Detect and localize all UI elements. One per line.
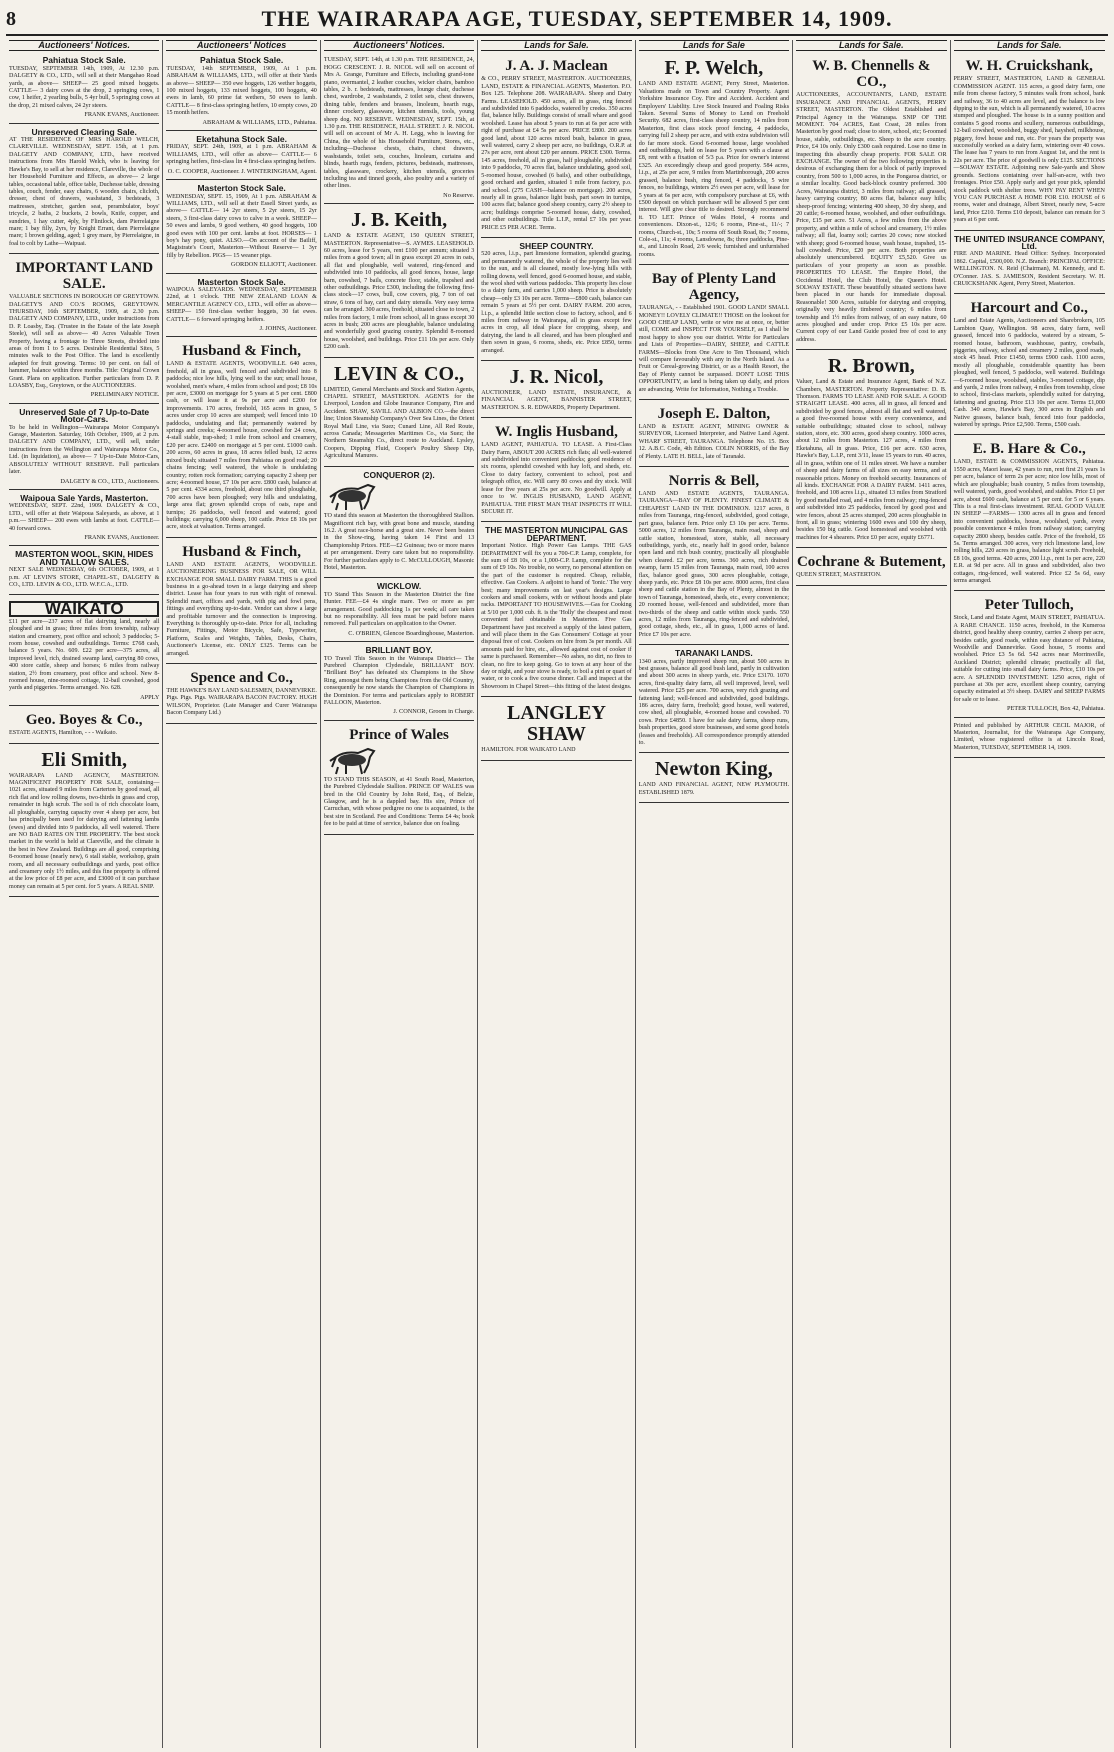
advertisement xyxy=(481,420,631,522)
advertisement xyxy=(324,206,474,358)
column-header: Lands for Sale. xyxy=(796,40,946,51)
advertisement xyxy=(954,54,1105,230)
advertisement xyxy=(639,755,789,803)
advertisement xyxy=(954,437,1105,591)
ad-signature: No Reserve. xyxy=(443,191,475,199)
ad-title: Eketahuna Stock Sale. xyxy=(196,134,287,145)
ad-signature: C. O'BRIEN, Glencoe Boardinghouse, Masterton. xyxy=(348,629,475,637)
column-6 xyxy=(793,40,950,1748)
ad-title: THE MASTERTON MUNICIPAL GAS DEPARTMENT. xyxy=(485,525,628,543)
ad-body: PERRY STREET, MASTERTON, LAND & GENERAL COMMISSION AGENT. 115 acres, a good dairy farm, one mile from cheese factory, 5 minutes walk from school, bank and railway, 36 to 40 acres are level, and the balance is low dipping to the sun, which is all permanently watered, 10 acres stumped and ploughed. The house is in a sunny position and contains 5 good rooms and scullery, numerous outbuildings, 12-bail cowshed, woolshed, buggy shed, hayshed, milkhouse, piggery, fowl house and run, etc. For years the property was successfully worked as a dairy farm, wintering over 40 cows. The lease has 7 years to run from August 1st, and the rent is 22s per acre. The price of goodwill is only £125. SECTIONS—SOLWAY ESTATE. Adjoining new Sale-yards and Show grounds. Sections containing over half-an-acre, with two frontages. Price £50. Apply early and get your pick, splendid stock paddock with shelter trees. WHY PAY RENT WHEN YOU CAN PURCHASE A HOME FOR £10. HOUSE of 6 rooms, water and drainage, Albert Street, nearly new, 5-acre land, Price £210. Terms £10 deposit, balance can remain for 3 years at 6 per cent. xyxy=(953,76,1105,224)
ad-headline: Husband & Finch, xyxy=(182,543,302,560)
ad-body: LAND AND ESTATE AGENT, Perry Street, Masterton. Valuations made on Town and Country Property. Agent Yorkshire Insurance Coy. Fire and Accident. Accident and Employers' Liability. Live Stock Insured and Foaling Risks Taken. Several Sums of Money to Lend on Freehold Security. 682 acres, first-class sheep country, 14 miles from Masterton, first class stock proof fencing, 4 paddocks, carrying full 2 sheep per acre, and with extra subdivision will do far more stock. Good 6-roomed house, large woolshed and outbuildings, held on lease for 5 years with a clause at £8, rent with a fixation of 5/3 p.a. Price for owner's interest £325. An exceedingly cheap and good property. 584 acres, l.i.p., at 25s per acre, 9 miles from Martinborough, 200 acres grassed, balance bush, ring fenced, 4 paddocks, 5 wire fences, no buildings, winters 2½ ewes per acre, will lease for 5 years at 6s per acre, with compulsory purchase at £6, with £500 deposit on which purchaser will be allowed 5 per cent interest. Will give clear title to desired. Strongly recommend it. TO LET. Prince of Wales Hotel, 4 rooms and conveniences. Dixon-st., 12/6; 6 rooms, Pine-st., 11/-; 7 rooms, Church-st., 10s; 5 rooms off South Road, 8s; 7 rooms, Cole-st., 11s; 4 rooms, Lansdowne, 8s; three paddocks, Pine-st., and Lincoln Road, 2/6 week; furnished and unfurnished rooms. xyxy=(638,81,790,258)
ad-headline: F. P. Welch, xyxy=(664,57,764,80)
ad-body: LAND, ESTATE & COMMISSION AGENTS, Pahiatua. 1550 acres, Maori lease, 42 years to run, rent first 21 years 1s per acre, balance of term 2s per acre; nice low hills, most of which are ploughable; bush country, 5 miles from township, well watered, yards, good woolshed, and stables. Price £1 per acre, about £600 cash, balance at 5 per cent. for 5 or 6 years. This is a real first-class investment. REAL GOOD VALUE IN SHEEP —FARMS— 1300 acres all in grass and fenced into convenient paddocks, house, woolshed, yards, every possible convenience 4 miles from railway station; carrying capacity 2800 sheep, besides cattle. Price of the freehold, £6 5s. Terms arranged. 300 acres, very rich limestone land, low rolling hills, 220 acres in grass, balance light scrub. Freehold, £8 10s, good terms. 420 acres, 200 l.i.p., rent 1s per acre, 220 E.R. at 9d per acre. All in grass and subdivided, also two cottages, ring-fenced, well watered. Price £2 5s 6d, easy terms arranged. xyxy=(953,459,1105,584)
column-header: Auctioneers' Notices. xyxy=(9,40,159,51)
ad-body: LAND & ESTATE AGENT, MINING OWNER & SURVEYOR, Licensed Interpreter, and Native Land Agent. WHARF STREET, TAURANGA. Telephone No. 15. Box 12. A.B.C. Code, 4th Edition. COLIN NORRIS, of the Bay of Plenty. LATE H. BELL, late of Taranaki. xyxy=(638,424,790,460)
ad-body: LIMITED, General Merchants and Stock and Station Agents, CHAPEL STREET, MASTERTON. AGENTS for the Liverpool, London and Globe Insurance Company, Fire and Accident. SHAW, SAVILL AND ALBION CO.—the direct line; Union Steamship Company's Over Sea Lines, the Orient Royal Mail Line, via Suez; Cunard Line, All Red Route, across Canada; Messageries Maritimes Co., via Suez; the Northern Steamship Co., direct route to Auckland. Lysley, Coopers, Dipping Fluid, Cooper's Poultry Sheep Dip, Agricultural Manures. xyxy=(323,386,475,460)
advertisement xyxy=(639,647,789,753)
ad-body: WAIPOUA SALEYARDS. WEDNESDAY, SEPTEMBER 22nd, at 1 o'clock. THE NEW ZEALAND LOAN & MERCANTILE AGENCY CO., LTD., will offer as above— SHEEP— 150 first-class wether hoggets, 30 fat ewes. CATTLE— 6 forward springing heifers. xyxy=(166,286,317,323)
advertisement xyxy=(166,182,316,273)
column-header: Auctioneers' Notices. xyxy=(324,40,474,51)
advertisement xyxy=(639,54,789,265)
advertisement xyxy=(9,126,159,255)
column-7 xyxy=(951,40,1108,1748)
advertisement xyxy=(324,644,474,721)
columns-container xyxy=(6,40,1108,1748)
page-number: 8 xyxy=(6,7,16,30)
ad-body: Stock, Land and Estate Agent, MAIN STREET, PAHIATUA. A RARE CHANCE. 1150 acres, freehold, in the Kumeroa district, good healthy sheep country, carries 2 sheep per acre, besides cattle, good roads, within easy distance of Pahiatua, Woodville and Dannevirke. Good house, 5 rooms and woolshed. Price £3 5s 6d. 542 acres near Morrinsville, Auckland District; splendid climate; practically all flat, suitable for cutting into small dairy farms. Price, £10 10s per acre. A SPLENDID INVESTMENT. 1250 acres, right of purchase at 30s per acre, excellent sheep country, carrying capacity estimated at 3½ sheep. DAIRY and SHEEP FARMS for sale or to lease. xyxy=(953,615,1105,703)
ad-headline: W. H. Cruickshank, xyxy=(965,58,1093,75)
ad-body: NEXT SALE WEDNESDAY, 6th OCTOBER, 1909, at 1 p.m. AT LEVIN'S STORE, CHAPEL-ST., DALGETY & CO., LTD. LEVIN & CO., LTD. W.F.C.A., LTD. xyxy=(9,567,160,588)
ad-headline: Newton King, xyxy=(655,758,773,781)
advertisement xyxy=(166,276,316,338)
advertisement xyxy=(9,406,159,490)
ad-headline: W. Inglis Husband, xyxy=(495,424,618,441)
ad-headline: J. R. Nicol, xyxy=(509,366,604,389)
column-5 xyxy=(636,40,793,1748)
column-3 xyxy=(321,40,478,1748)
ad-signature: PETER TULLOCH, Box 42, Pahiatua. xyxy=(1006,705,1105,713)
ad-body: FRIDAY, SEPT. 24th, 1909, at 1 p.m. ABRAHAM & WILLIAMS, LTD., will offer as above— CATTLE— 6 springing heifers, first-class lin 4 first-class springing heifers. xyxy=(166,144,317,166)
ad-body: To be held in Wellington—Wairarapa Motor Company's Garage, Masterton. Saturday, 16th October, 1909, at 2 p.m. DALGETY AND COMPANY, LTD., will sell, under instructions from the Wellington and Wairarapa Motor Co., Ltd. (in liquidation), as above— 7 Up-to-Date Motor-Cars, ABSOLUTELY WITHOUT RESERVE. Full particulars later. xyxy=(9,424,160,476)
ad-headline: Geo. Boyes & Co., xyxy=(25,712,143,729)
ad-headline: Norris & Bell, xyxy=(668,473,760,490)
ad-title: TARANAKI LANDS. xyxy=(675,648,753,659)
ad-body: QUEEN STREET, MASTERTON. xyxy=(796,572,882,579)
ad-title: WICKLOW. xyxy=(376,581,422,592)
advertisement xyxy=(166,540,316,664)
ad-body: TAURANGA, - - Established 1901. GOOD LAND! SMALL MONEY!! LOVELY CLIMATE!! THOSE on the lookout for GOOD CHEAP LAND, write or wire me at once, or, better still, COME and INSPECT FOR YOURSELF, as I shall be most happy to show you our district. Write for Particulars and Lists of Properties—DAIRY, SHEEP, and CATTLE FARMS—Blocks from One Acre to Ten Thousand, which will compare favourably with any in the North Island. As a Fruit or Cereal-growing District, or as a Health Resort, the Bay of Plenty cannot be surpassed. DON'T LOSE THIS OPPORTUNITY, as land is being taken up daily, and prices are advancing. Write for Information, Nothing a Trouble. xyxy=(638,305,790,393)
ad-body: £11 per acre—237 acres of flat dairying land, nearly all ploughed and in grass; three miles from township, railway station and creamery, post office and school; 3 paddocks; 5-room house, cowshed and outbuildings. Terms: £768 cash, balance 5 years. No. 609. £22 per acre—375 acres, all improved level, rich, drained swamp land, carrying 80 cows, 400 store cattle, sheep and horses; 6 miles from railway station, 2½ from creamery, post office and school. New 8-roomed house, nine-roomed cottage, 12-bail cowshed, good yards and piggeries. Terms arranged. No. 628. xyxy=(9,618,160,692)
ad-signature: FRANK EVANS, Auctioneer. xyxy=(84,533,160,541)
advertisement xyxy=(324,723,474,835)
ad-title: Masterton Stock Sale. xyxy=(197,183,286,194)
advertisement xyxy=(639,267,789,400)
ad-body: TUESDAY, 14th SEPTEMBER, 1909, At 1 p.m. ABRAHAM & WILLIAMS, LTD., will offer at their Yards as above— SHEEP— 350 ewe hoggets, 126 wether hoggets, 100 mixed hoggets, 133 mixed hoggets, 100 hoggets, 40 ewes in lamb, 60 prime fat wethers, 50 ewes to lamb. CATTLE— 8 first-class springing heifers, 10 empty cows, 20 15 month heifers. xyxy=(166,65,317,117)
ad-headline: R. Brown, xyxy=(827,355,915,378)
ad-body: Valuer, Land & Estate and Insurance Agent, Bank of N.Z. Chambers, MASTERTON. Property Representative: D. B. Thomson. FARMS TO LEASE AND FOR SALE. A GOOD STRAIGHT LEASE. 400 acres, all in grass, all fenced and subdivided by good fences, almost all flat and well watered, a good five-roomed house with every convenience, and suitable outbuildings; situated close to school, railway station, store, etc. 300 acres, good sheep country. 1000 acres, about 12 miles from Masterton. 127 acres, 4 miles from Eketahuna, all in grass. Price, £16 per acre. 630 acres, Hawke's Bay, L.I.P., rent 3/11, lease 15 years to run. 40 acres, all in grass, within one of 11 miles street. We have a number of sheep and dairy farms of all sizes on easy terms, and at reasonable prices. Money on freehold security. Insurances of all kinds. EXCHANGE FOR A DAIRY FARM. 1411 acres, freehold, and 108 acres l.i.p., situated 13 miles from Stratford by good metalled road, and 4 miles from railway; ring-fenced and subdivided into 25 paddocks, fenced by good post and wire fences, about 25 acres stumped, 200 acres ploughable in front, all in grass; wintering 1600 ewes and 100 dry sheep, besides 150 big cattle. Good homestead and woolshed with machines for 4 shearers. Price £0 per acre, equity £6771. xyxy=(796,379,947,541)
ad-body: LAND & ESTATE AGENTS, WOODVILLE. 640 acres, freehold, all in grass, well fenced and subdivided into 8 paddocks; nice low hills, lying well to the sun; small house, woolshed, men's whare, 4 miles from school and post; £8 10s per acre, £3000 on mortgage for 5 years at 5 per cent. £800 cash, or will lease it at 9s per acre and £200 for improvements. 170 acres, freehold, 165 acres in grass, 5 acres under crop 10 acres are stumped; well fenced into 10 paddocks, undulating and flat; permanently watered by springs and creeks; 4-roomed house, cowshed for 24 cows, 4-stall stable, trap-shed; 1 mile from school and creamery, £20 per acre. £2400 on mortgage at 5 per cent. £1000 cash. 200 acres, 60 acres in grass, 18 acres felled bush, 12 acres mixed bush; situated 7 miles from Pahiatua on good road; 20 chains fencing; well watered, the whole is undulating country; rotten rock formation; carrying capacity 2 sheep per acre; 4-roomed house, £7 10s per acre. £800 cash, balance at 5 per cent. 4334 acres, freehold, about one third ploughable, 700 acres have been ploughed; very hills and undulating, large area flat; grown splendid crops of oats, rape and turnips; 26 paddocks, well fenced and watered; good buildings; carrying 6,000 sheep, 100 cattle. Price £8 10s per acre, stock at valuation. Terms arranged. xyxy=(166,361,317,531)
ad-body: TO Travel This Season in the Wairarapa District— The Purebred Champion Clydesdale, BRILLIANT BOY. "Brilliant Boy" has defeated six Champions in the Show Ring, amongst them being Champions from the Old Country, consequently he now stands the Champion of Champions in the Dominion. For terms and particulars apply to ROBERT FALLOON, Masterton. xyxy=(323,655,475,707)
ad-body: LAND AND ESTATE AGENTS, WOODVILLE. AUCTIONEERING BUSINESS FOR SALE, OR WILL EXCHANGE FOR SMALL DAIRY FARM. THIS is a good business in a go-ahead town in a large dairying and sheep district. Lease has four years to run with right of renewal. Splendid mart, offices and yards, with pig and fowl pens, fittings and everything up-to-date. Vendor can show a large and profitable turnover and the connection is improving. Everything is thoroughly up-to-date. Price for all, including Furniture, Fittings, Motor Bicycle, Safe, Typewriter, Platform, Scales and Weights, Tables, Desks, Chairs, Auctioneer's License, etc. ONLY £325. Terms can be arranged. xyxy=(166,561,317,657)
ad-body: AUCTIONEERS, ACCOUNTANTS, LAND, ESTATE INSURANCE AND FINANCIAL AGENTS, PERRY STREET, MASTERTON. The Oldest Established and Principal Agency in the Wairarapa. SNIP OF THE MOMENT. 704 ACRES, East Coast, 28 miles from Masterton by good road; close to store, school, etc; 6-roomed house, stable, outbuildings, etc. Sheep to the acre country. Price, £4 10s only. Only £300 cash required. Lose no time in inspecting this absurdly cheap property. FOR SALE OR EXCHANGE. The owner of the two following properties is desirous of exchanging them for a block of partly improved country, from 500 to 1,000 acres, in the Pongaroa district, or a similar locality. Good back-block country preferred. 300 Acres, Wairarapa district, 3 miles from railway; all grassed, heavy carrying country; 80 acres flat, balance easy hills; sheep-proof fencing; wintering 400 sheep, 30 dry sheep, and 20 cattle; 6-roomed house, woolshed, and other outbuildings. Price, £15 per acre. 51 Acres, a few miles from the above property, and within a mile of school and creamery, 1½ miles railway; all flat, loamy soil; carries 20 cows; now stocked with sheep; good 6-roomed house, wash house, trapshed, 15-ball cowshed. Price, £20 per acre. Both properties are absolutely unencumbered. EQUITY £5,520. Give us particulars of your property as soon as possible. PROPERTIES TO LEASE. The Empire Hotel, the Occidental Hotel, the Club Hotel, the Queen's Hotel. SOLWAY ESTATE. These beautifully situated sections have been placed in our hands for immediate disposal. Reasonable! 300 Acres, suitable for dairying and cropping, originally very heavily timbered country; 6 miles from township and 1½ miles from railway, of an easy nature, 60 acres ploughed and under crop. Price £5 10s per acre. Current copy of our Land Guide posted free of cost to any address. xyxy=(796,92,947,343)
ad-headline: Eli Smith, xyxy=(41,748,127,771)
advertisement xyxy=(481,54,631,238)
ad-headline: J. A. J. Maclean xyxy=(505,58,608,75)
ad-body: WEDNESDAY, SEPT. 15, 1909, At 1 p.m. ABRAHAM & WILLIAMS, LTD., will sell at their Essell Street yards, as above— CATTLE— 14 2yr steers, 5 2yr steers, 15 2yr steers, 3 first-class dairy cows to calve in a week. SHEEP— 50 ewes and lambs, 9 good wethers, 40 good hoggets, 100 good ewes with 100 per cent. lambs at foot. HORSES— 1 boy's hay pony, quiet. ALSO.—On account of the Bailiff, Magistrate's Court, Masterton—Without Reserve— 1 3yr filly by Rebellion. PIGS— 15 weaner pigs. xyxy=(166,193,317,259)
ad-signature: O. C. COOPER, Auctioneer. J. WINTERINGHAM, Agent. xyxy=(167,167,317,175)
column-header: Lands for Sale xyxy=(639,40,789,51)
ad-headline: Harcourt and Co., xyxy=(970,300,1088,317)
ad-body: LAND AGENT, PAHIATUA. TO LEASE. A First-Class Dairy Farm, ABOUT 200 ACRES rich flats; all well-watered and subdivided into convenient paddocks; good residence of six rooms, splendid cowshed with hay loft, and sheds, etc. Close to dairy factory, convenient to school, post and telegraph office, etc. Will carry 80 cows and dry stock. Will lease for five years at 25s per acre. No goodwill. Apply at once to W. INGLIS HUSBAND, LAND AGENT, PAHIATUA. THE FIRST MAN THAT INSPECTS IT WILL SECURE IT. xyxy=(481,442,632,515)
advertisement xyxy=(954,296,1105,435)
horse-illustration xyxy=(324,481,474,511)
column-1 xyxy=(6,40,163,1748)
newspaper-page xyxy=(6,4,1108,1748)
ad-body: TO stand this season at Masterton the thoroughbred Stallion. Magnificent rich bay, with great bone and muscle, standing 16.2. A great race-horse and a great sire. Never been beaten in the Show-ring, having taken 14 First and 13 Championship Prizes. FEE—£2 Guineas; two or more mares at per arrangement. Every care taken but no responsibility. For further particulars apply to C. McCULLOUGH, Masonic Hotel, Masterton. xyxy=(323,513,475,571)
ad-title: Unreserved Sale of 7 Up-to-Date Motor-Cars. xyxy=(19,406,150,425)
ad-body: 1340 acres, partly improved sheep run, about 500 acres in best grasses, balance all good bush land, partly in cultivation and about 300 acres in sheep yards, etc. Price £3170. 1070 acres, first-quality dairy farm, all well improved, level, well watered. Price £25 per acre. 700 acres, very rich grazing and fattening land; well-fenced and subdivided, good buildings. 186 acres, dairy farm, freehold; good house, well watered, cow shed, all ploughable, 4-roomed house and cowshed. 70 cows. Price £4850. I have for sale dairy farms, sheep runs, bush properties, good store businesses, and some good hotels (leases and freeholds). All correspondence promptly attended to. xyxy=(638,658,790,747)
ad-signature: J. CONNOR, Groom in Charge. xyxy=(393,708,475,716)
ad-body: TO Stand This Season in the Masterton District the fine Hunter. FEE—£4 4s single mare. Two or more as per arrangement. Good paddocking 1s per week; all care taken but no responsibility. All fees must be paid before mares removed. Full particulars on application to the Owner. xyxy=(323,591,475,628)
advertisement xyxy=(9,492,159,546)
ad-body: FIRE AND MARINE. Head Office: Sydney. Incorporated 1862. Capital, £500,000. N.Z. Branch: PRINCIPAL OFFICE: WELLINGTON. N. Reid (Chairman), M. Kennedy, and E. O'Conner. JAS. S. JAMIESON, Resident Secretary. W. H. CRUICKSHANK Agent, Perry Street, Masterton. xyxy=(953,251,1105,287)
advertisement xyxy=(9,746,159,898)
ad-signature: FRANK EVANS, Auctioneer. xyxy=(84,111,160,119)
advertisement xyxy=(954,233,1105,295)
advertisement xyxy=(166,666,316,724)
ad-body: 520 acres, l.i.p., part limestone formation, splendid grazing, and permanently watered, the whole of the property lies well to the sun, and is all cleaned, mostly low-lying hills with rolling downs, well fenced, good 6-roomed house, and stable, the wool shed with various paddocks. This property lies close to a dairy farm, and carries 1,000 sheep. Price is absolutely cheap—only £3 10s per acre. Terms—£800 cash, balance can remain 5 years at 5½ per cent. DAIRY FARM. 200 acres, l.i.p., a splendid little section close to factory, school, and 6 miles from railway in Wairarapa, all in grass except few acres in crop, all ideal place for cropping, sheep, and dairying, the land is all cleared, and has been ploughed and then sown in grass, 6 rooms, sheds, etc. Price £850, terms arranged. xyxy=(481,251,632,354)
ad-body: LAND & ESTATE AGENT, 150 QUEEN STREET, MASTERTON. Representative—S. AYMES. LEASEHOLD. 60 acres, lease for 5 years, rent £100 per annum; situated 3 miles from a good town; all in grass except 20 acres in oats, all flat and ploughable, well watered, ring-fenced and subdivided into 10 paddocks, all good fences, house, large barn, cowshed, 7 bails, concrete floor, stable, trapshed and other outbuildings. Price £300, including the following first-class stock—17 cows, bull, cow covers, pig, 7 ton of oat straw, 6 tons of hay, cart and dairy utensils. Very easy terms can be arranged. 300 acres, freehold, situated close to town, 2 miles from factory, 1 mile from school, all in grass except 30 acres in bush; 200 acres are ploughable, balance undulating and wonderfully good grazing country. Splendid 8-roomed house, woolshed, and buildings. Price £11 10s per acre. Only £200 cash. xyxy=(323,233,475,351)
ad-headline: Cochrane & Butement, xyxy=(796,554,946,571)
ad-body: TUESDAY, SEPTEMBER 14th, 1909, At 12.30 p.m. DALGETY & CO., LTD., will sell at their Mangahao Road yards, as above— SHEEP— 25 good mixed hoggets. CATTLE— 3 dairy cows at the drop, 2 springing cows, 1 cow, 1 heifer, 2 yearling bulls, 5 4yr bull, 5 springing cows at the drop, 21 mixed calves, 24 2yr steers. xyxy=(9,65,160,109)
advertisement xyxy=(9,256,159,404)
ad-boxed-title: WAIKATO xyxy=(9,601,159,616)
advertisement xyxy=(481,524,631,697)
advertisement xyxy=(796,54,946,350)
column-2 xyxy=(163,40,320,1748)
ad-title: BRILLIANT BOY. xyxy=(365,645,433,656)
ad-body: WEDNESDAY, SEPT. 22nd, 1909. DALGETY & CO., LTD., will offer at their Waipoua Saleyards, as above, at 1 p.m.— SHEEP— 200 ewes with lambs at foot. CATTLE— 40 forward cows. xyxy=(9,503,160,532)
ad-body: & CO., PERRY STREET, MASTERTON. AUCTIONEERS, LAND, ESTATE & FINANCIAL AGENTS, Masterton. P.O. Box 125. Telephone 208. WAIRARAPA. Sheep and Dairy Farms. LEASEHOLD. 450 acres, all in grass, ring fenced and subdivided into 6 paddocks, watered by creeks. 350 acres flat, balance hilly. Buildings consist of small whare and good woolshed. Lease has about 5 years to run at 6s per acre with right of purchase at £4 5s per acre. PRICE £800. 200 acres good land, about 120 acres mixed bush, balance in grass, well watered, carry 2 sheep per acre, no buildings, O.R.P. at 27s per acre, rent about £20 per annum. PRICE £300. Terms. 145 acres, freehold, all in grass, half ploughable, subdivided into 9 paddocks, 70 acres flat, balance undulating, good soil, 5-roomed house, cowshed (6 bails), and other outbuildings, good orchard and garden, situated 1 mile from factory, p.o. and school. (275 CASH—balance on mortgage). 200 acres, nearly all in grass, balance light bush, part sown in turnips, 100 acres flat; balance good sheep country, carry 2½ sheep to acre; buildings comprise 5-roomed house, dairy, cowshed, and other outbuildings. Title L.I.P., rental £7 10s per year. PRICE £5 PER ACRE. Terms. xyxy=(481,76,632,231)
ad-body: TO STAND THIS SEASON, at 41 South Road, Masterton, the Purebred Clydesdale Stallion. PRINCE OF WALES was bred in the Old Country by John Reid, Esq., of Belzie, Glasgow, and he is a dappled bay. His sire, Prince of Carruchan, with whose pedigree no one is acquainted, is the best sire in Scotland. Fee and Conditions: Terms £4 4s; book fee to be paid at time of service, balance due on foaling. xyxy=(323,776,475,828)
advertisement xyxy=(9,54,159,123)
ad-title: CONQUEROR (2). xyxy=(363,469,435,480)
advertisement xyxy=(639,402,789,467)
ad-body: Important Notice. High Power Gas Lamps. THE GAS DEPARTMENT will fix you a 700-C.P. Lamp, complete, for the sum of £8 10s, or a 1,000-C.P. Lamp, complete for the sum of £9 10s. No trouble, no worry, no personal attention on the part of the customer is required. Cheap, reliable, effective. Gas Cookers. A adjoint to hand of 'Ionic.' The very best; many improvements on last year's designs. Large cookers and small cookers, with or without hoods and plate racks. IMPORTANT TO HOUSEWIVES.—Gas for Cooking at 5/10 per 1,000 cub. ft. is the 'Holly' the cheapest and most convenient fuel obtainable in Masterton. Five Gas Department have just received a supply of the latest pattern, and will place them in the Gas Consumers' Cottage at your disposal free of cost. Cookers on hire from 3s per month. All amounts paid for hire, etc., allowed against cost of cooker if same is purchased. Remember—No ashes, no dirt, no fires to clean, no fire to keep going. Go to town at any hour of the day or night, and your stove is ready, to boil a pint or quart of water, or to cook a five course dinner. Call and inspect at the Showroom in Chapel Street—this fitting of the latest designs. xyxy=(481,543,632,690)
ad-title: SHEEP COUNTRY. xyxy=(519,240,594,251)
masthead xyxy=(6,4,1108,36)
column-header: Auctioneers' Notices xyxy=(166,40,316,51)
advertisement xyxy=(796,352,946,548)
ad-title: Pahiatua Stock Sale. xyxy=(200,55,284,66)
advertisement xyxy=(166,339,316,537)
ad-body: AUCTIONEER, LAND ESTATE, INSURANCE, & FINANCIAL AGENT, BANNISTER STREET, MASTERTON. S. R. EDWARDS, Property Department. xyxy=(481,390,632,411)
ad-headline: W. B. Chennells & CO., xyxy=(812,58,931,91)
advertisement xyxy=(324,580,474,642)
advertisement xyxy=(954,593,1105,717)
advertisement xyxy=(166,133,316,180)
ad-body: VALUABLE SECTIONS IN BOROUGH OF GREYTOWN. DALGETY'S AND CO.'S ROOMS, GREYTOWN. THURSDAY, 16th SEPTEMBER, 1909, at 2.30 p.m. DALGETY AND COMPANY, LTD., under instructions from D. P. Loasby, Esq. (Trustee in the Estate of the late Joseph Steele), will sell as above— 40 Acres Valuable Town Property, having a frontage to Three Streets, divided into areas of from 1 to 5 acres. Desirable Residential Sites, 5 minutes walk to the Post Office. The land is excellently adapted for fruit growing. Terms: 10 per cent. on fall of hammer, balance within three months. Title: Original Crown Grant. Plans on application. Further particulars from D. P. LOASBY, Esq., Greytown, or the AUCTIONEERS. xyxy=(9,294,160,390)
ad-signature: ABRAHAM & WILLIAMS, LTD., Pahiatua. xyxy=(202,118,317,126)
ad-body: Printed and published by ARTHUR CECIL MAJOR, of Masterton, Journalist, for the Wairarapa Age Company, Limited, whose registered office is at Lincoln Road, Masterton, TUESDAY, SEPTEMBER 14, 1909. xyxy=(953,722,1105,751)
ad-signature: DALGETY & CO., LTD., Auctioneers. xyxy=(60,477,160,485)
ad-body: LAND AND ESTATE AGENTS, TAURANGA. TAURANGA—BAY OF PLENTY. FINEST CLIMATE & CHEAPEST LAND IN THE DOMINION. 1217 acres, 8 miles from Tauranga, ring-fenced, subdivided, good cottage, part grass, balance fern. Price only £3 10s per acre. Terms. 5000 acres, 12 miles from Tauranga, main road, sheep and cattle station, homestead, store, stable, all necessary outbuildings, yards, etc., nearly half in good order, balance open land and rich bush country, practically all ploughable when cleared. £2 per acre, terms. 360 acres, rich drained swamp, farm 15 miles from Tauranga, main road, 100 acres flax, balance good grass, 300 acres ploughable, cottage, sheep yards, etc. Price £8 10s per acre. 8000 acres, first class sheep and cattle station in the Bay of Plenty, almost in the town of Tauranga, homestead, sheds, etc., every convenience; 20 roomed house, well-fenced and subdivided, more than two-thirds of the sheep and cattle within stock yards. 550 acres, 12 miles from Tauranga, ring-fenced and subdivided, good cottage, sheds, etc., all in grass, 1,000 acres of land. Price £7 10s per acre. xyxy=(638,491,790,638)
ad-headline: Joseph E. Dalton, xyxy=(657,406,771,423)
ad-title: MASTERTON WOOL, SKIN, HIDES AND TALLOW SALES. xyxy=(15,549,154,567)
advertisement xyxy=(954,720,1105,759)
ad-headline: Peter Tulloch, xyxy=(984,597,1074,614)
ad-signature: J. JOHNS, Auctioneer. xyxy=(259,325,317,332)
ad-signature: PRELIMINARY NOTICE. xyxy=(90,391,160,399)
advertisement xyxy=(324,469,474,579)
column-header: Lands for Sale. xyxy=(954,40,1105,51)
advertisement xyxy=(481,363,631,418)
column-header: Lands for Sale. xyxy=(481,40,631,51)
ad-headline: LEVIN & CO., xyxy=(334,362,465,385)
column-4 xyxy=(478,40,635,1748)
ad-headline: IMPORTANT LAND SALE. xyxy=(15,260,154,293)
ad-body: ESTATE AGENTS, Hamilton, - - - Waikato. xyxy=(9,730,118,737)
ad-body: AT THE RESIDENCE OF MRS HAROLD WELCH, CLAREVILLE. WEDNESDAY, SEPT. 15th, at 1 p.m. DALGETY AND COMPANY, LTD., have received instructions from Mrs Harold Welch, who is leaving for Hawke's Bay, to sell at her residence, Clareville, the whole of her Household Furniture and Effects, as above— 2 large tables, occasional table, office table, Duchesse table, dressing tables, couch, fender, easy chairs, 6 wooden chairs, clicloth, dresser, chest of drawers, washstand, 3 bedsteads, 3 mattresses, stretcher, garden seat, perambulator, boys' tricycle, 2 baths, 2 buckets, 2 bowls, Knife, copper, and sundries, 1 hay cutter, 4ply, by Flintlock, dam Pierrelaigne mare; 1 bay filly, 2yrs, by Knight Errant, dam Pierrelaigne mare; 1 brown gelding, aged; 1 grey mare, by Pierrelaigne, in foal to colt by Lathe—Waipuai. xyxy=(9,137,160,247)
advertisement xyxy=(9,597,159,706)
ad-headline: J. B. Keith, xyxy=(350,209,448,232)
ad-body: HAMILTON. FOR WAIKATO LAND xyxy=(481,747,576,754)
advertisement xyxy=(796,550,946,585)
advertisement xyxy=(481,240,631,361)
newspaper-title: THE WAIRARAPA AGE, TUESDAY, SEPTEMBER 14, 1909. xyxy=(261,6,893,31)
advertisement xyxy=(324,360,474,467)
advertisement xyxy=(639,469,789,645)
ad-headline: LANGLEY SHAW xyxy=(507,702,606,746)
ad-title: THE UNITED INSURANCE COMPANY, Ltd. xyxy=(953,233,1105,251)
advertisement xyxy=(481,699,631,760)
ad-body: WAIRARAPA LAND AGENCY, MASTERTON. MAGNIFICENT PROPERTY FOR SALE, containing— 1021 acres, situated 9 miles from Carterton by good road, all rich flat and low rolling downs, two-thirds in grass and crop, remainder in high scrub. The soil is of rich chocolate loam, all ploughable, carrying capacity over 4 sheep per acre, but has principally been used for dairying and fattening lambs (ewes) and divided into 9 paddocks, all well watered. There are NO BAD RATES ON THE PROPERTY. The best stock market in the world is held at Clareville, and the climate is the best in New Zealand. Buildings are all good, comprising 8-roomed house (nearly new), 6 stall stable, workshop, grain room, and all necessary outbuildings and yards, post office and creamery only 1½ miles, and this fine property is offered at the low price of £8 per acre, and £3000 of it can purchase money can remain at 5 per cent. for 5 years. A REAL SNIP. xyxy=(9,772,160,890)
ad-body: TUESDAY, SEPT. 14th, at 1.30 p.m. THE RESIDENCE, 24, HOGG CRESCENT. J. R. NICOL will sell on account of Mrs A. Grange, Furniture and Effects, including grand-tone piano, overmantel, 2 leather couches, wicker chairs, bamboo tables, 2 b. r. bedsteads, mattresses, lounge chair, duchesse chest, wardrobe, 2 washstands, 2 toilet sets, chest drawers, dining table, fenders and brasses, linoleum, hearth rugs, dinner crockery, glassware, kitchen utensils, tools, young sheep dog. NO RESERVE. WEDNESDAY, SEPT. 15th, at 1.30 p.m. THE RESIDENCE, HALL STREET. J. R. NICOL will sell on account of Mr A. H. Legg, who is leaving for China, the whole of his Household Furniture, Stores, etc., including—Duchesse chests, chairs, chest drawers, washstands, toilet sets, couches, linoleum, curtains and blinds, hearth rugs, fenders, pictures, bedsteads, mattresses, tables, glassware, crockery, kitchen utensils, groceries including tea and tinned goods, also poultry and a variety of other lines. xyxy=(323,57,475,190)
ad-body: LAND AND FINANCIAL AGENT, NEW PLYMOUTH. ESTABLISHED 1879. xyxy=(638,782,790,796)
ad-title: Waipoua Sale Yards, Masterton. xyxy=(20,492,149,503)
ad-body: THE HAWKE'S BAY LAND SALESMEN, DANNEVIRKE. Pigs. Pigs. Pigs. WAIRARAPA BACON FACTORY. HUGH WILSON, Proprietor. (Late Manager and Curer Wairarapa Bacon Company Ltd.) xyxy=(166,688,317,717)
ad-headline: Prince of Wales xyxy=(349,726,449,743)
ad-signature: GORDON ELLIOTT, Auctioneer. xyxy=(230,261,317,269)
ad-headline: Spence and Co., xyxy=(190,670,293,687)
ad-headline: Bay of Plenty Land Agency, xyxy=(652,271,776,304)
ad-headline: E. B. Hare & Co., xyxy=(972,441,1086,458)
advertisement xyxy=(9,548,159,595)
ad-body: Land and Estate Agents, Auctioneers and Sharebrokers, 105 Lambton Quay, Wellington. 98 acres, dairy farm, well grassed, fenced into 6 paddocks, watered by a stream, 5-roomed house, bathroom, washhouse, pantry, cowbails, piggeries, railway, school and creamery 2 miles, good roads, stock 45 head. Price £1450, terms £900 cash. 1100 acres, mostly all ploughable, considerable quantity has been ploughed, well fenced, 5 paddocks, well watered. Buildings—6-roomed house, woolshed, stables, 3-roomed cottage, dip and yards, 2 miles from railway, 4 miles from township, close to school, first-class markets, splendidly suited for dairying, fattening and grazing. Price £13 10s per acre. Terms £1,000 Cash. 340 acres, Hawke's Bay, 300 acres in English and Native grasses, balance bush, fenced into four paddocks, watered by springs. Price £2,500. Terms, £500 cash. xyxy=(953,318,1105,429)
advertisement xyxy=(166,54,316,131)
ad-signature: APPLY xyxy=(140,693,160,701)
horse-illustration xyxy=(324,745,474,775)
advertisement xyxy=(324,54,474,204)
ad-title: Pahiatua Stock Sale. xyxy=(42,55,126,66)
ad-title: Masterton Stock Sale. xyxy=(197,276,286,287)
ad-headline: Husband & Finch, xyxy=(182,343,302,360)
advertisement xyxy=(9,708,159,743)
ad-title: Unreserved Clearing Sale. xyxy=(31,126,137,137)
